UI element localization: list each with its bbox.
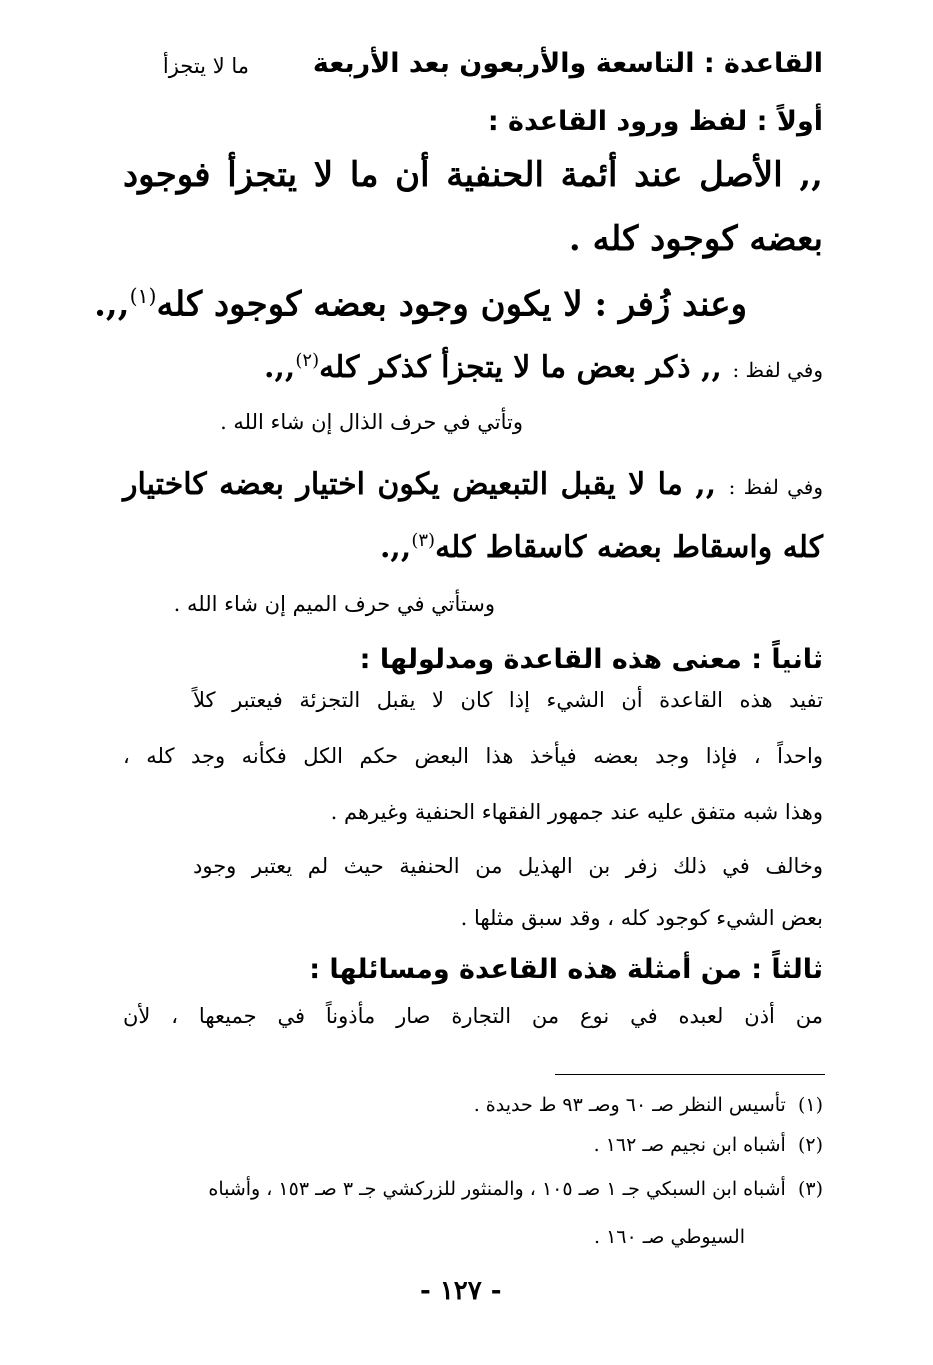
rule-title <box>313 50 823 77</box>
section2-p1-line3: وهذا شبه متفق عليه عند جمهور الفقهاء الحنفية وغيرهم . <box>330 800 823 824</box>
page-number: - ١٢٧ - <box>420 1276 502 1306</box>
footnote-3-cont: السيوطي صـ ١٦٠ . <box>593 1226 745 1248</box>
footnote-1 <box>474 1096 823 1115</box>
footnote-3 <box>208 1180 823 1199</box>
lafz2-line1: وفي لفظ : ,, ما لا يقبل التبعيض يكون اختيار بعضه كاختيار <box>123 467 823 502</box>
section3-p1-line1: من أذن لعبده في نوع من التجارة صار مأذوناً في جميعها ، لأن <box>123 1004 823 1028</box>
meem-note: وستأتي في حرف الميم إن شاء الله . <box>173 592 495 616</box>
lafz2-line2: كله واسقاط بعضه كاسقاط كله$^{(٣)}$,,. <box>379 530 823 565</box>
quote1-line2: بعضه كوجود كله . <box>568 219 823 259</box>
footnote-ref-1: (١) <box>129 284 157 308</box>
footnote-2 <box>594 1136 823 1155</box>
footnote-1-text: تأسيس النظر صـ ٦٠ وصـ ٩٣ ط حديدة . <box>473 1094 786 1116</box>
dhal-note: وتأتي في حرف الذال إن شاء الله . <box>220 410 523 434</box>
footnote-3-num: (٣) <box>797 1178 823 1200</box>
section2-p2-line2: بعض الشيء كوجود كله ، وقد سبق مثلها . <box>460 906 823 930</box>
section2-p2-line1: وخالف في ذلك زفر بن الهذيل من الحنفية حيث لم يعتبر وجود <box>193 854 823 878</box>
zufar-quote: وعند زُفر : لا يكون وجود بعضه كوجود كله$^{(١)}$,,. <box>94 284 747 325</box>
footnote-2-text: أشباه ابن نجيم صـ ١٦٢ . <box>593 1134 786 1156</box>
rule-subject-text: ما لا يتجزأ <box>162 54 249 78</box>
footnote-ref-2: (٢) <box>295 350 320 371</box>
footnote-ref-3: (٣) <box>411 530 436 551</box>
section2-heading: ثانياً : معنى هذه القاعدة ومدلولها : <box>359 644 823 675</box>
lafz1-line: وفي لفظ : ,, ذكر بعض ما لا يتجزأ كذكر كله$^{(٢)}$,,. <box>264 350 823 385</box>
footnote-2-num: (٢) <box>797 1134 823 1156</box>
rule-title-text: القاعدة : التاسعة والأربعون بعد الأربعة <box>312 48 823 79</box>
rule-subject <box>163 56 249 77</box>
section3-heading: ثالثاً : من أمثلة هذه القاعدة ومسائلها : <box>309 954 823 985</box>
section1-heading: أولاً : لفظ ورود القاعدة : <box>487 106 823 137</box>
quote1-line1: ,, الأصل عند أئمة الحنفية أن ما لا يتجزأ فوجود <box>123 155 823 195</box>
footnote-separator <box>555 1074 825 1075</box>
lafz2-label: وفي لفظ : <box>728 475 823 499</box>
footnote-3-text: أشباه ابن السبكي جـ ١ صـ ١٠٥ ، والمنثور للزركشي جـ ٣ صـ ١٥٣ ، وأشباه <box>208 1178 786 1200</box>
footnote-1-num: (١) <box>797 1094 823 1116</box>
section2-p1-line1: تفيد هذه القاعدة أن الشيء إذا كان لا يقبل التجزئة فيعتبر كلاً <box>193 688 823 712</box>
lafz1-label: وفي لفظ : <box>732 358 823 382</box>
section2-p1-line2: واحداً ، فإذا وجد بعضه فيأخذ هذا البعض حكم الكل فكأنه وجد كله ، <box>123 744 823 768</box>
